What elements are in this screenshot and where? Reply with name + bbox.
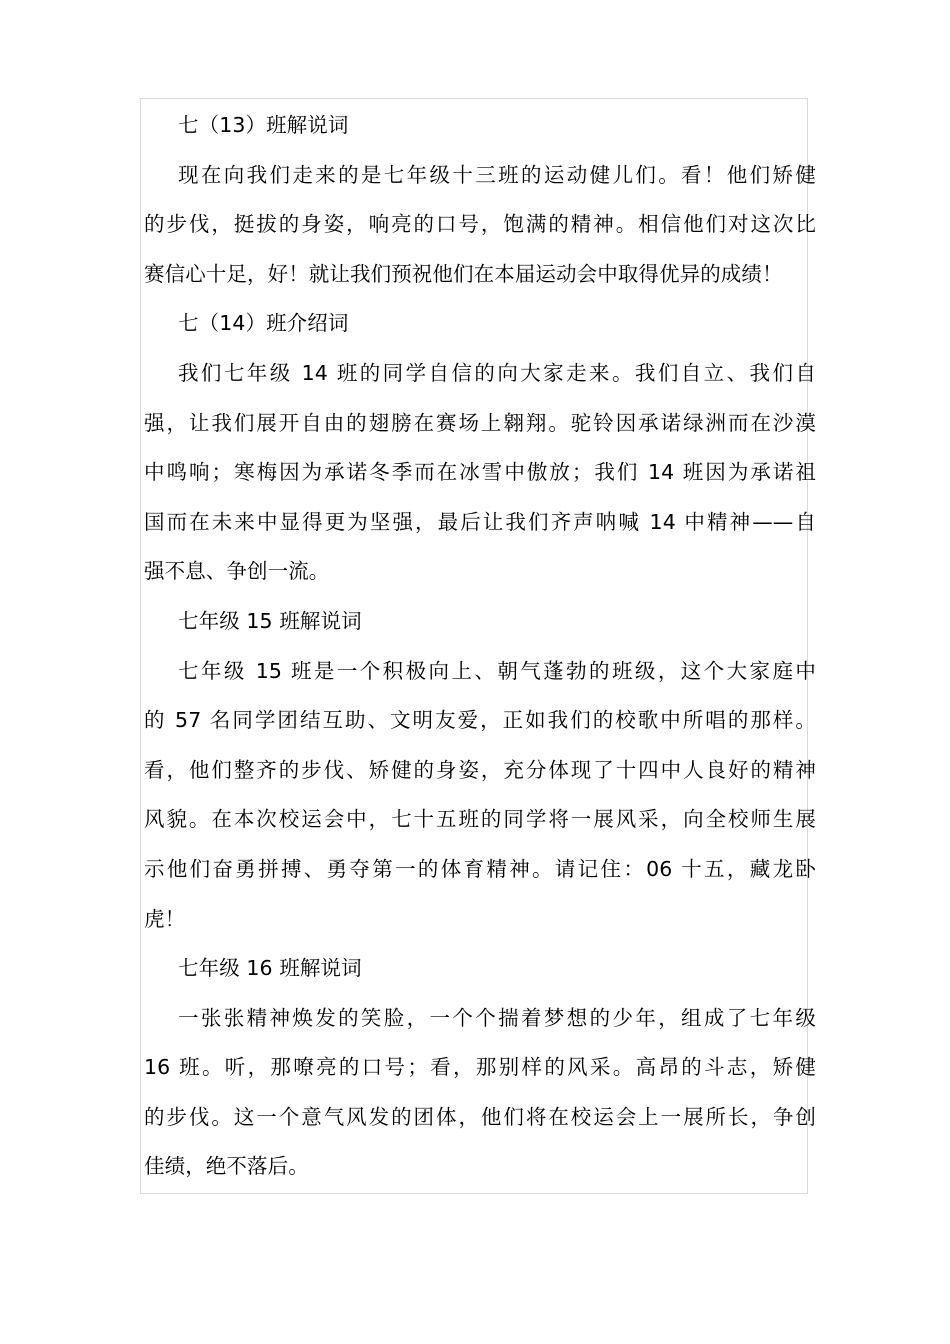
section-heading: 七（13）班解说词 xyxy=(178,113,349,137)
paragraph-line: 国而在未来中显得更为坚强，最后让我们齐声呐喊 14 中精神——自 xyxy=(144,509,816,534)
section-class-16 xyxy=(144,944,816,1192)
section-heading: 七（14）班介绍词 xyxy=(178,311,349,336)
paragraph-line: 虎！ xyxy=(144,906,186,931)
document-body xyxy=(144,101,816,1192)
paragraph-line: 现在向我们走来的是七年级十三班的运动健儿们。看！他们矫健 xyxy=(178,162,816,187)
paragraph-line: 的步伐。这一个意气风发的团体，他们将在校运会上一展所长，争创 xyxy=(144,1104,816,1129)
paragraph-line: 示他们奋勇拼搏、勇夺第一的体育精神。请记住：06 十五，藏龙卧 xyxy=(144,856,816,881)
paragraph-line: 看，他们整齐的步伐、矫健的身姿，充分体现了十四中人良好的精神 xyxy=(144,757,816,782)
section-class-14 xyxy=(144,299,816,597)
paragraph-line: 16 班。听，那嘹亮的口号；看，那别样的风采。高昂的斗志，矫健 xyxy=(144,1055,816,1080)
paragraph-line: 七年级 15 班是一个积极向上、朝气蓬勃的班级，这个大家庭中 xyxy=(178,658,816,683)
paragraph-line: 中鸣响；寒梅因为承诺冬季而在冰雪中傲放；我们 14 班因为承诺祖 xyxy=(144,460,816,485)
section-class-13 xyxy=(144,101,816,299)
paragraph-line: 我们七年级 14 班的同学自信的向大家走来。我们自立、我们自 xyxy=(178,360,816,385)
paragraph-line: 强，让我们展开自由的翅膀在赛场上翱翔。驼铃因承诺绿洲而在沙漠 xyxy=(144,410,816,435)
paragraph-line: 的步伐，挺拔的身姿，响亮的口号，饱满的精神。相信他们对这次比 xyxy=(144,212,816,237)
paragraph-line: 强不息、争创一流。 xyxy=(144,559,330,584)
section-heading: 七年级 15 班解说词 xyxy=(178,608,362,633)
section-heading: 七年级 16 班解说词 xyxy=(178,956,362,981)
paragraph-line: 风貌。在本次校运会中，七十五班的同学将一展风采，向全校师生展 xyxy=(144,807,816,832)
paragraph-line: 佳绩，绝不落后。 xyxy=(144,1154,309,1179)
paragraph-line: 一张张精神焕发的笑脸，一个个揣着梦想的少年，组成了七年级 xyxy=(178,1005,816,1030)
section-class-15 xyxy=(144,597,816,944)
paragraph-line: 的 57 名同学团结互助、文明友爱，正如我们的校歌中所唱的那样。 xyxy=(144,708,816,733)
paragraph-line: 赛信心十足，好！就让我们预祝他们在本届运动会中取得优异的成绩！ xyxy=(144,261,783,286)
